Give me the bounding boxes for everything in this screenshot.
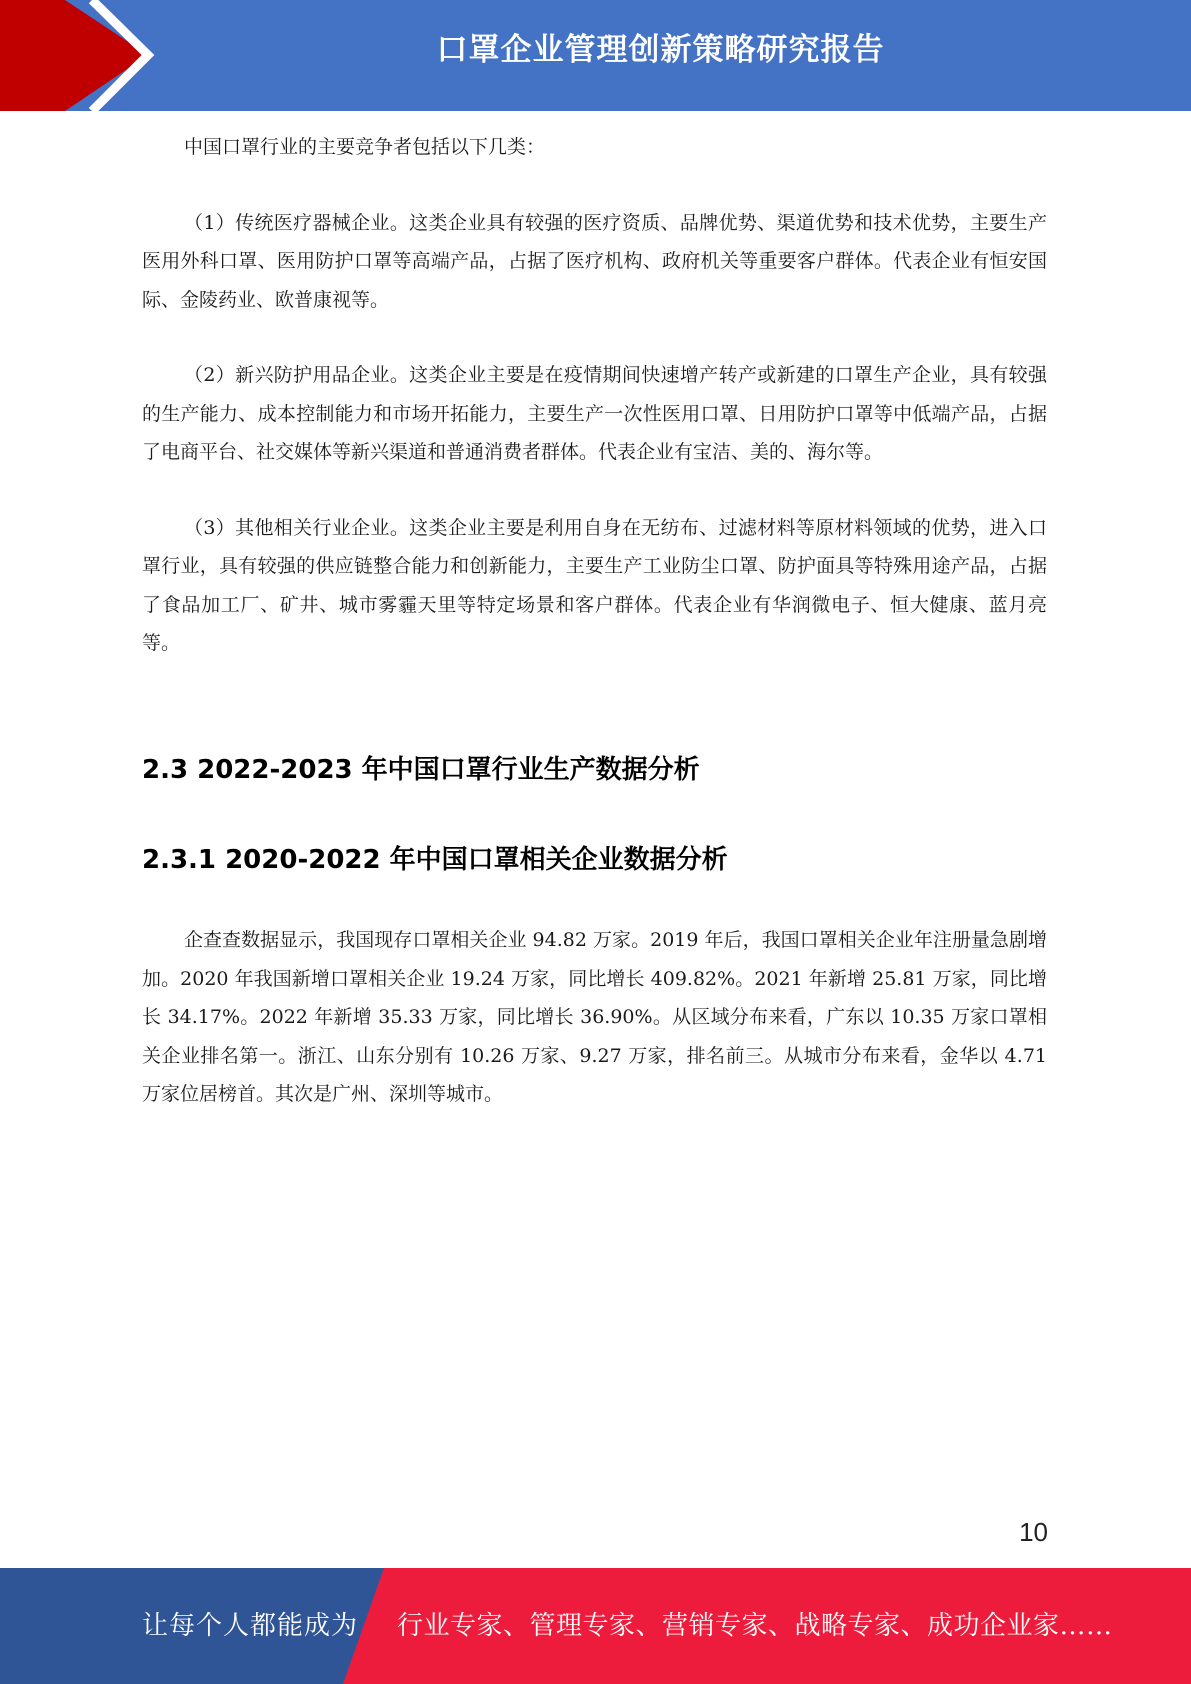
section-heading-2-3-1: 2.3.1 2020-2022 年中国口罩相关企业数据分析 (142, 845, 728, 875)
section-heading-2-3: 2.3 2022-2023 年中国口罩行业生产数据分析 (142, 755, 700, 785)
page-number: 10 (1019, 1517, 1048, 1547)
body-content (142, 128, 1047, 700)
competitor-paragraph-3: （3）其他相关行业企业。这类企业主要是利用自身在无纺布、过滤材料等原材料领域的优势，进入口罩行业，具有较强的供应链整合能力和创新能力，主要生产工业防尘口罩、防护面具等特殊用途产品，占据了食品加工厂、矿井、城市雾霾天里等特定场景和客户群体。代表企业有华润微电子、恒大健康、蓝月亮等。 (142, 516, 1047, 654)
competitor-paragraph-2: （2）新兴防护用品企业。这类企业主要是在疫情期间快速增产转产或新建的口罩生产企业，具有较强的生产能力、成本控制能力和市场开拓能力，主要生产一次性医用口罩、日用防护口罩等中低端产品，占据了电商平台、社交媒体等新兴渠道和普通消费者群体。代表企业有宝洁、美的、海尔等。 (142, 364, 1047, 463)
document-title: 口罩企业管理创新策略研究报告 (436, 32, 885, 68)
footer-slogan-right: 行业专家、管理专家、营销专家、战略专家、成功企业家…… (397, 1611, 1113, 1641)
enterprise-data-paragraph: 企查查数据显示，我国现存口罩相关企业 94.82 万家。2019 年后，我国口罩相关企业年注册量急剧增加。2020 年我国新增口罩相关企业 19.24 万家，同比增长 409.82%。2021 年新增 25.81 万家，同比增长 34.17%。2022 年新增 35.33 万家，同比增长 36.90%。从区域分布来看，广东以 10.35 万家口罩相关企业排名第一。浙江、山东分别有 10.26 万家、9.27 万家，排名前三。从城市分布来看，金华以 4.71 万家位居榜首。其次是广州、深圳等城市。 (142, 929, 1047, 1105)
page-header (0, 0, 1191, 111)
competitor-paragraph-1: （1）传统医疗器械企业。这类企业具有较强的医疗资质、品牌优势、渠道优势和技术优势，主要生产医用外科口罩、医用防护口罩等高端产品，占据了医疗机构、政府机关等重要客户群体。代表企业有恒安国际、金陵药业、欧普康视等。 (142, 211, 1047, 311)
page-footer (0, 1568, 1191, 1684)
header-arrow-graphic (0, 0, 160, 111)
footer-slogan-left: 让每个人都能成为 (142, 1611, 359, 1641)
intro-paragraph: 中国口罩行业的主要竞争者包括以下几类： (184, 136, 546, 158)
header-red-arrow (0, 0, 148, 111)
